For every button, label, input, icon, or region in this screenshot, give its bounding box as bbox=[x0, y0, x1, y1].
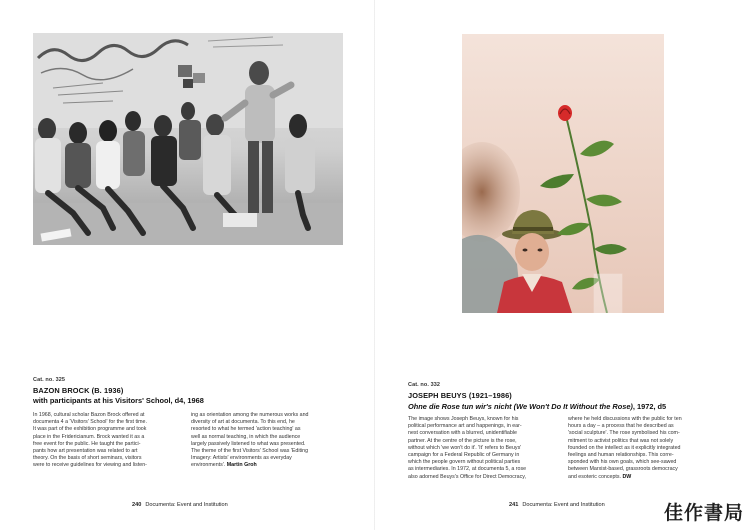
caption-line: political performance art and happenings, in ear- bbox=[408, 423, 522, 430]
page-number: 241 bbox=[509, 502, 519, 508]
caption-line: It was part of the exhibition programme and took bbox=[33, 426, 147, 433]
artist-name: JOSEPH BEUYS (1921–1986) bbox=[408, 391, 512, 400]
caption-line: sponded with his own goals, which see-sawed bbox=[568, 459, 677, 466]
catalogue-number: Cat. no. 325 bbox=[33, 377, 66, 383]
watermark-text: 佳作書局 bbox=[663, 502, 744, 524]
caption-line-text: and esoteric concepts. bbox=[568, 473, 621, 480]
running-title: Documenta: Event and Institution bbox=[522, 502, 605, 508]
work-title bbox=[33, 396, 204, 405]
caption-line: ing as orientation among the numerous works and bbox=[191, 412, 309, 418]
caption-line: between Marxist-based, grassroots democracy bbox=[568, 466, 678, 473]
caption-line: diversity of art at documenta. To this end, he bbox=[191, 419, 295, 426]
caption-line: campaign for a Federal Republic of Germany in bbox=[408, 452, 520, 459]
page-number: 240 bbox=[132, 502, 142, 508]
photo-beuys-rose-image bbox=[462, 34, 664, 313]
work-title-text: with participants at his Visitors' School, d4, 1968 bbox=[33, 396, 204, 405]
caption-line: resorted to what he termed 'action teaching' as bbox=[191, 426, 301, 433]
caption-line: founded on the intellect as it explicitly integrated bbox=[568, 444, 681, 451]
caption-line: largely passively listened to what was presented. bbox=[191, 440, 306, 447]
caption-line: free event for the public. He taught the partici- bbox=[33, 440, 141, 447]
caption-line-last bbox=[191, 462, 346, 469]
caption-line-last bbox=[568, 474, 728, 481]
photo-visitors-school bbox=[33, 33, 343, 245]
work-title bbox=[408, 402, 666, 411]
caption-line: partner. At the centre of the picture is the rose, bbox=[408, 437, 517, 444]
caption-line: pants how art presentation was related to art bbox=[33, 448, 138, 455]
photo-visitors-school-image bbox=[33, 33, 343, 245]
caption-line: where he held discussions with the public for ten bbox=[568, 416, 682, 422]
author-signature: Martin Groh bbox=[226, 462, 257, 469]
caption-line: In 1968, cultural scholar Bazon Brock offered at bbox=[33, 412, 145, 418]
work-title-italic: Ohne die Rose tun wir's nicht (We Won't Do It Without the Rose) bbox=[408, 402, 633, 411]
caption-column-2 bbox=[568, 416, 728, 481]
caption-line: nest conversation with a blurred, unidentifiable bbox=[408, 430, 517, 437]
caption-line: mitment to activist politics that was not solely bbox=[568, 437, 674, 444]
caption-line: Imagery: Artists' environments as everyday bbox=[191, 455, 292, 462]
caption-line: hours a day – a process that he described as bbox=[568, 423, 674, 430]
caption-line: 'social sculpture'. The rose symbolised his com- bbox=[568, 430, 680, 437]
caption-line: which the people govern without political parties bbox=[408, 459, 521, 466]
caption-line: also adorned Beuys's Office for Direct Democracy, bbox=[408, 473, 526, 480]
caption-line: as intermediaries. In 1972, at documenta 5, a rose bbox=[408, 466, 527, 473]
photo-beuys-rose bbox=[462, 34, 664, 313]
running-title: Documenta: Event and Institution bbox=[145, 502, 228, 508]
caption-line: The theme of the first Visitors' School was 'Editing bbox=[191, 448, 309, 455]
caption-line: place in the Fridericianum. Brock wanted it as a bbox=[33, 433, 145, 440]
page-folio bbox=[132, 502, 228, 508]
author-signature: DW bbox=[622, 473, 632, 480]
caption-column-1 bbox=[408, 416, 563, 481]
caption-column-2 bbox=[191, 412, 346, 470]
caption-line: The image shows Joseph Beuys, known for his bbox=[408, 416, 519, 422]
page-folio bbox=[509, 502, 605, 508]
caption-line-text: environments'. bbox=[191, 462, 226, 469]
caption-line: theory. On the basis of short seminars, visitors bbox=[33, 455, 142, 462]
caption-line: were to receive guidelines for viewing and listen- bbox=[33, 462, 147, 469]
caption-line: feelings and human relationships. This corre- bbox=[568, 452, 674, 459]
catalogue-number: Cat. no. 332 bbox=[408, 382, 441, 388]
caption-line: well as normal teaching, in which the audience bbox=[191, 433, 301, 440]
caption-line: documenta 4 a 'Visitors' School' for the first time. bbox=[33, 419, 147, 426]
artist-name: BAZON BROCK (B. 1936) bbox=[33, 386, 124, 395]
caption-column-1 bbox=[33, 412, 183, 470]
work-title-date: , 1972, d5 bbox=[632, 402, 667, 411]
caption-line: without which 'we won't do it'. 'It' refers to Beuys' bbox=[408, 444, 522, 451]
